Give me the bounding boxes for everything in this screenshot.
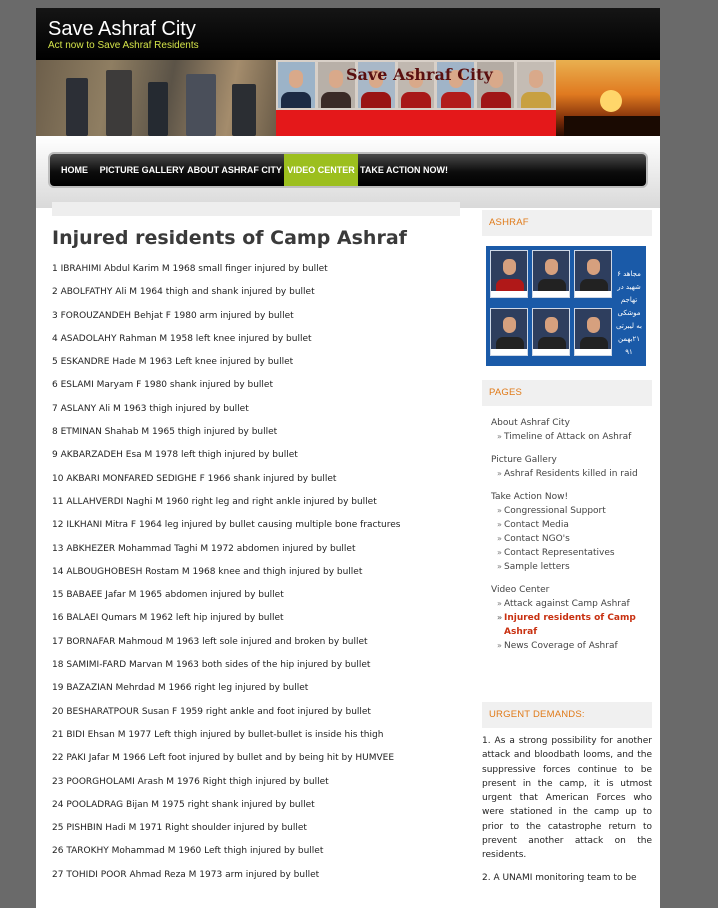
ashraf-image-caption: ۶ مجاهد شهید در تهاجم موشکی به لیبرتی ۲۱بهمن ۹۱ <box>616 270 642 356</box>
injured-entry: 6 ESLAMI Maryam F 1980 shank injured by bullet <box>52 380 273 391</box>
injured-entry: 21 BIDI Ehsan M 1977 Left thigh injured by bullet-bullet is inside his thigh <box>52 729 384 740</box>
nav-home[interactable]: HOME <box>61 165 88 175</box>
portrait-photo <box>574 308 612 356</box>
injured-entry: 24 POOLADRAG Bijan M 1975 right shank injured by bullet <box>52 799 315 810</box>
injured-entry: 12 ILKHANI Mitra F 1964 leg injured by bullet causing multiple bone fractures <box>52 520 401 531</box>
page-wrapper <box>36 8 660 908</box>
injured-entry: 11 ALLAHVERDI Naghi M 1960 right leg and right ankle injured by bullet <box>52 496 377 507</box>
injured-entry: 26 TAROKHY Mohammad M 1960 Left thigh injured by bullet <box>52 846 324 857</box>
injured-entry: 7 ASLANY Ali M 1963 thigh injured by bullet <box>52 403 249 414</box>
page-link[interactable]: Video Center <box>491 585 550 595</box>
widget-heading-pages: PAGES <box>482 380 652 406</box>
injured-entry: 5 ESKANDRE Hade M 1963 Left knee injured by bullet <box>52 357 294 368</box>
banner-riot-photo <box>36 60 276 136</box>
injured-entry: 3 FOROUZANDEH Behjat F 1980 arm injured by bullet <box>52 310 294 321</box>
subpage-link[interactable]: » Contact Media <box>491 518 651 532</box>
injured-entry: 8 ETMINAN Shahab M 1965 thigh injured by bullet <box>52 427 278 438</box>
subpage-link[interactable]: » Congressional Support <box>491 504 651 518</box>
injured-entry: 17 BORNAFAR Mahmoud M 1963 left sole injured and broken by bullet <box>52 636 368 647</box>
page-title: Injured residents of Camp Ashraf <box>52 227 407 249</box>
main-nav <box>50 154 646 186</box>
subpage-link[interactable]: » Sample letters <box>491 560 651 574</box>
injured-entry: 22 PAKI Jafar M 1966 Left foot injured by bullet and by being hit by HUMVEE <box>52 753 395 764</box>
urgent-paragraph: 1. As a strong possibility for another attack and bloodbath looms, and the suppressive forces continue to be present in the camp, it is utmost urgent that American Forces who were stationed in the camp up to prior to the catastrophe return to prevent another attack on the residents. <box>482 736 652 861</box>
subpage-link[interactable]: » Contact NGO's <box>491 532 651 546</box>
banner-title-bar <box>276 110 556 136</box>
site-tagline: Act now to Save Ashraf Residents <box>48 40 199 51</box>
subpage-link[interactable]: » Attack against Camp Ashraf <box>491 597 651 611</box>
site-title[interactable]: Save Ashraf City <box>48 18 196 40</box>
portrait-photo <box>532 308 570 356</box>
injured-entry: 23 POORGHOLAMI Arash M 1976 Right thigh injured by bullet <box>52 776 329 787</box>
subpage-link[interactable]: » Timeline of Attack on Ashraf <box>491 430 651 444</box>
widget-heading-ashraf: ASHRAF <box>482 210 652 236</box>
banner-title: Save Ashraf City <box>346 65 493 84</box>
injured-entry: 25 PISHBIN Hadi M 1971 Right shoulder injured by bullet <box>52 823 307 834</box>
widget-heading-urgent: URGENT DEMANDS: <box>482 702 652 728</box>
portrait-photo <box>490 250 528 298</box>
subpage-link[interactable]: » Contact Representatives <box>491 546 651 560</box>
injured-entry: 15 BABAEE Jafar M 1965 abdomen injured by bullet <box>52 590 284 601</box>
pages-list <box>491 416 651 662</box>
injured-entry: 4 ASADOLAHY Rahman M 1958 left knee injured by bullet <box>52 333 312 344</box>
nav-picture-gallery[interactable]: PICTURE GALLERY <box>99 165 185 175</box>
injured-entry: 27 TOHIDI POOR Ahmad Reza M 1973 arm injured by bullet <box>52 869 320 880</box>
page-link[interactable]: About Ashraf City <box>491 418 570 428</box>
subpage-link[interactable]: » Ashraf Residents killed in raid <box>491 467 651 481</box>
nav-video-center[interactable]: VIDEO CENTER <box>284 154 358 186</box>
nav-take-action-now[interactable]: TAKE ACTION NOW! <box>360 165 448 175</box>
portrait-photo <box>490 308 528 356</box>
site-header <box>36 8 660 60</box>
page-link-current[interactable]: » Injured residents of Camp Ashraf <box>491 611 651 639</box>
injured-entry: 9 AKBARZADEH Esa M 1978 left thigh injured by bullet <box>52 450 298 461</box>
urgent-demands-text <box>482 734 652 893</box>
nav-about-ashraf-city[interactable]: ABOUT ASHRAF CITY <box>187 165 282 175</box>
injured-entry: 18 SAMIMI-FARD Marvan M 1963 both sides of the hip injured by bullet <box>52 660 371 671</box>
injured-entry: 16 BALAEI Qumars M 1962 left hip injured by bullet <box>52 613 284 624</box>
urgent-paragraph: 2. A UNAMI monitoring team to be <box>482 872 637 883</box>
injured-entry: 2 ABOLFATHY Ali M 1964 thigh and shank injured by bullet <box>52 287 315 298</box>
injured-entry: 19 BAZAZIAN Mehrdad M 1966 right leg injured by bullet <box>52 683 309 694</box>
injured-entry: 10 AKBARI MONFARED SEDIGHE F 1966 shank injured by bullet <box>52 473 337 484</box>
subpage-link[interactable]: » News Coverage of Ashraf <box>491 639 651 653</box>
injured-entry: 13 ABKHEZER Mohammad Taghi M 1972 abdomen injured by bullet <box>52 543 356 554</box>
page-link[interactable]: Picture Gallery <box>491 455 557 465</box>
injured-entry: 20 BESHARATPOUR Susan F 1959 right ankle and foot injured by bullet <box>52 706 371 717</box>
banner-sunset-photo <box>556 60 660 136</box>
injured-list <box>52 262 452 891</box>
content-top-bar <box>52 202 460 216</box>
injured-entry: 14 ALBOUGHOBESH Rostam M 1968 knee and thigh injured by bullet <box>52 566 363 577</box>
page-link[interactable]: Take Action Now! <box>491 492 569 502</box>
portrait-photo <box>532 250 570 298</box>
portrait-photo <box>574 250 612 298</box>
injured-entry: 1 IBRAHIMI Abdul Karim M 1968 small finger injured by bullet <box>52 264 328 274</box>
